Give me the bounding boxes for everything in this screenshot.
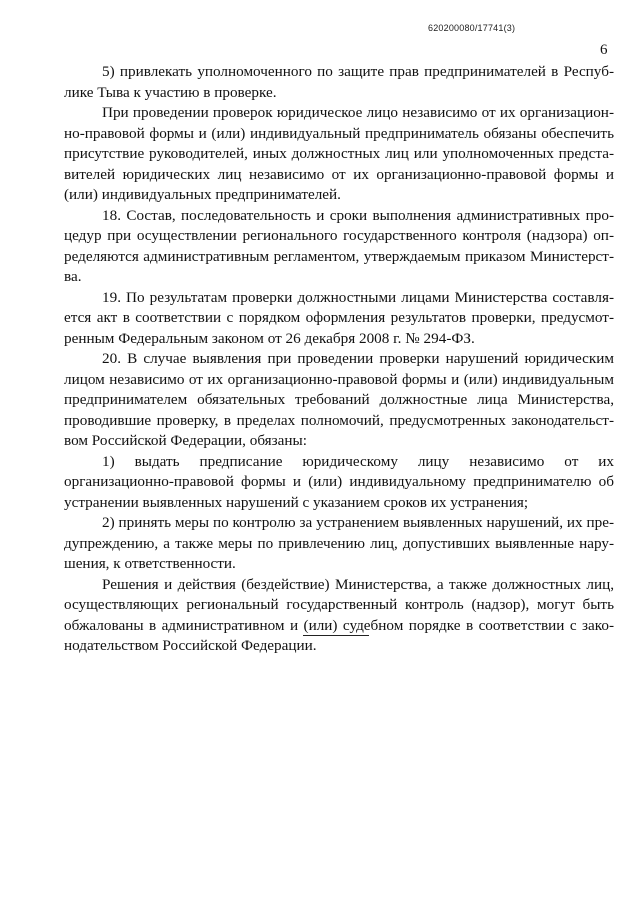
paragraph-item-5: 5) привлекать уполномоченного по защите прав предпринимателей в Республике Тыва к участию в проверке.	[64, 63, 614, 101]
paragraph-20-item-1: 1) выдать предписание юридическому лицу независимо от их организационно-правовой формы и (или) индивидуальному предпринимателю об устранении выявленных нарушений с указанием сроков их устранения;	[64, 452, 614, 511]
document-number: 620200080/17741(3)	[428, 23, 516, 33]
paragraph-appeal: Решения и действия (бездействие) Министерства, а также должностных лиц, осуществляющих региональный государственный контроль (надзор), могут быть обжалованы в административном и (или) судебном порядке в соответствии с законодательством Российской Федерации.	[64, 575, 614, 654]
paragraph-19: 19. По результатам проверки должностными лицами Министерства составляется акт в соответствии с порядком оформления результатов проверки, предусмотренным Федеральным законом от 26 декабря 2008 г. № 294-ФЗ.	[64, 288, 614, 347]
paragraph-20: 20. В случае выявления при проведении проверки нарушений юридическим лицом независимо от их организационно-правовой формы и (или) индивидуальным предпринимателем обязательных требований должностные лица Министерства, проводившие проверку, в пределах полномочий, предусмотренных законодательством Российской Федерации, обязаны:	[64, 350, 614, 449]
paragraph-inspection-presence: При проведении проверок юридическое лицо независимо от их организационно-правовой формы и (или) индивидуальный предприниматель обязаны обеспечить присутствие руководителей, иных должностных лиц или уполномоченных представителей юридических лиц независимо от их организационно-правовой формы и (или) индивидуальных предпринимателей.	[64, 104, 614, 203]
paragraph-20-item-2: 2) принять меры по контролю за устранением выявленных нарушений, их предупреждению, а также меры по привлечению лиц, допустивших выявленные нарушения, к ответственности.	[64, 514, 614, 572]
paragraph-18: 18. Состав, последовательность и сроки выполнения административных процедур при осуществлении регионального государственного контроля (надзора) определяются административным регламентом, утверждаемым приказом Министерства.	[64, 206, 614, 285]
end-separator-line	[303, 635, 369, 636]
document-body	[64, 62, 614, 657]
page-number: 6	[600, 42, 608, 58]
